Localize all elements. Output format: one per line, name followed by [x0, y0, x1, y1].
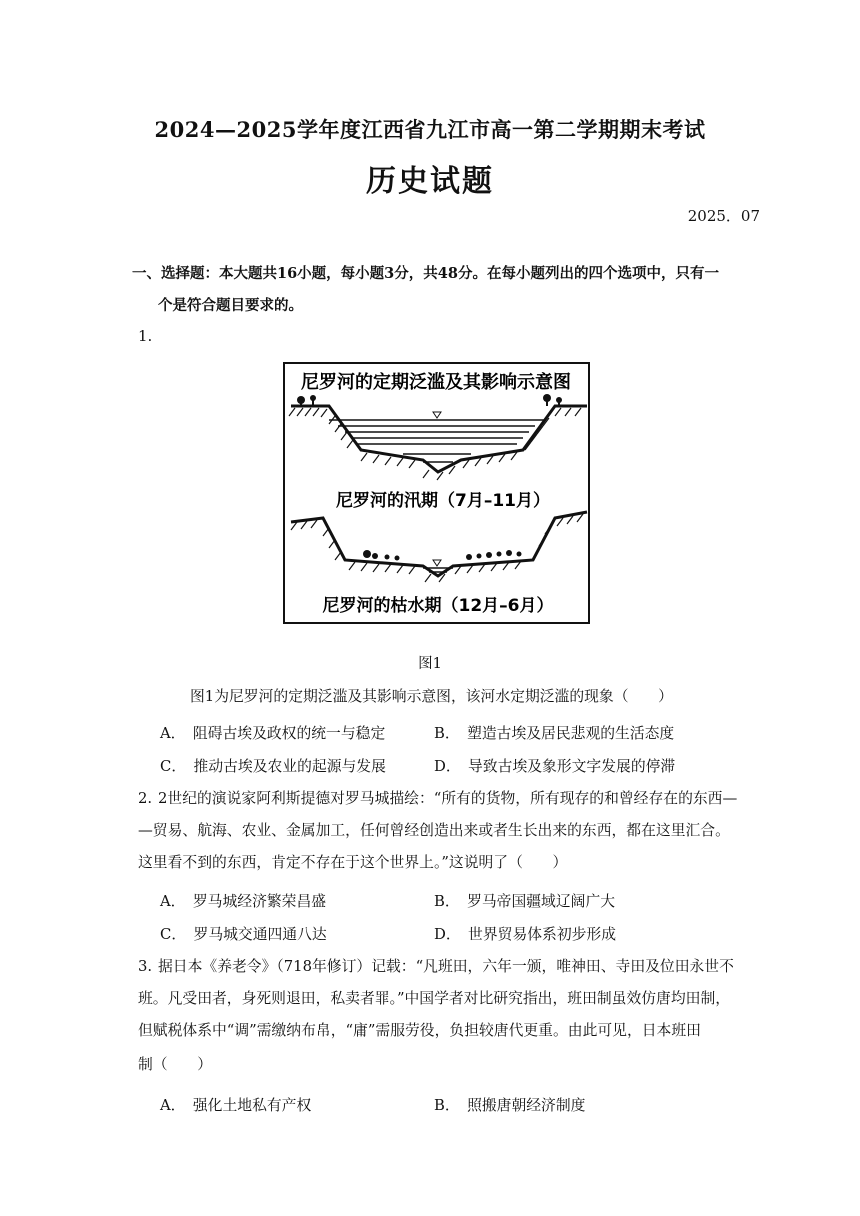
nile-flood-diagram: [283, 362, 590, 624]
question-1-stem: 图1为尼罗河的定期泛滥及其影响示意图，该河水定期泛滥的现象（ ）: [190, 688, 673, 705]
question-3-stem-line2: 班。凡受田者，身死则退田，私卖者罪。”中国学者对比研究指出，班田制虽效仿唐均田制，: [138, 990, 731, 1007]
question-3-number: 3.: [138, 958, 153, 975]
question-3-stem-line4: 制（ ）: [138, 1056, 212, 1073]
figure-flood-label: 尼罗河的汛期（7月–11月）: [336, 491, 550, 511]
question-3-stem-line1: 据日本《养老令》（718年修订）记载：“凡班田，六年一颁，唯神田、寺田及位田永世不: [158, 958, 734, 975]
question-1-option-b[interactable]: B． 塑造古埃及居民悲观的生活态度: [434, 725, 675, 742]
question-3-option-b[interactable]: B． 照搬唐朝经济制度: [434, 1097, 586, 1114]
question-2-stem-line1: 2世纪的演说家阿利斯提德对罗马城描绘：“所有的货物，所有现存的和曾经存在的东西—: [158, 790, 738, 807]
question-2-stem-line2: —贸易、航海、农业、金属加工，任何曾经创造出来或者生长出来的东西，都在这里汇合。: [138, 822, 730, 839]
question-1-number: 1.: [138, 327, 153, 345]
figure-caption: 图1: [418, 656, 442, 672]
question-2-number: 2.: [138, 790, 153, 807]
figure-dry-label: 尼罗河的枯水期（12月–6月）: [322, 596, 554, 616]
section-heading: [132, 258, 742, 322]
question-1-option-a[interactable]: A． 阻碍古埃及政权的统一与稳定: [160, 725, 386, 742]
question-2-option-c[interactable]: C． 罗马城交通四通八达: [160, 926, 327, 943]
question-2-stem: [158, 783, 742, 815]
figure-heading: 尼罗河的定期泛滥及其影响示意图: [301, 372, 571, 393]
exam-title: 2024—2025学年度江西省九江市高一第二学期期末考试: [154, 117, 706, 142]
question-2-option-a[interactable]: A． 罗马城经济繁荣昌盛: [160, 893, 327, 910]
question-3-option-a[interactable]: A． 强化土地私有产权: [160, 1097, 312, 1114]
question-1-option-c[interactable]: C． 推动古埃及农业的起源与发展: [160, 758, 386, 775]
question-1-option-d[interactable]: D． 导致古埃及象形文字发展的停滞: [434, 758, 676, 775]
exam-subtitle: 历史试题: [366, 164, 494, 199]
question-2-stem-line3: 这里看不到的东西，肯定不存在于这个世界上。”这说明了（ ）: [138, 854, 568, 871]
question-3-stem-line3: 但赋税体系中“调”需缴纳布帛，“庸”需服劳役，负担较唐代更重。由此可见，日本班田: [138, 1022, 701, 1039]
section-heading-line2: 个是符合题目要求的。: [158, 297, 303, 314]
question-2-option-d[interactable]: D． 世界贸易体系初步形成: [434, 926, 617, 943]
question-2-option-b[interactable]: B． 罗马帝国疆域辽阔广大: [434, 893, 616, 910]
exam-date: 2025．07: [687, 207, 760, 225]
section-heading-line1: 一、选择题：本大题共16小题，每小题3分，共48分。在每小题列出的四个选项中，只有一: [132, 265, 719, 282]
